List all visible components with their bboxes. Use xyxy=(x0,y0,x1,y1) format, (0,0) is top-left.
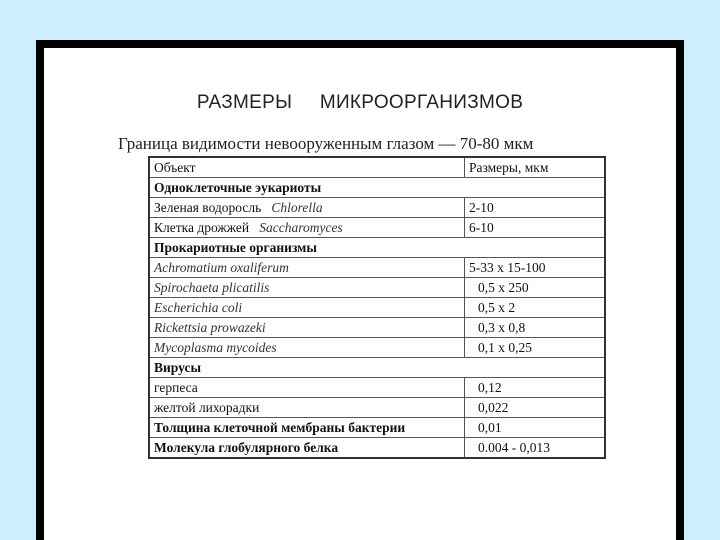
table-row xyxy=(149,318,605,338)
size-cell: 0,022 xyxy=(465,398,606,418)
table-row xyxy=(149,298,605,318)
size-cell: 0.004 - 0,013 xyxy=(465,438,606,459)
latin-name: Rickettsia prowazeki xyxy=(154,319,266,335)
visibility-limit-text: Граница видимости невооруженным глазом — 70-80 мкм xyxy=(118,134,534,153)
table-row xyxy=(149,418,605,438)
table-row xyxy=(149,198,605,218)
table-row xyxy=(149,258,605,278)
table-row xyxy=(149,378,605,398)
table-row xyxy=(149,218,605,238)
header-object: Объект xyxy=(149,157,465,178)
size-cell: 0,5 x 250 xyxy=(465,278,606,298)
slide-frame xyxy=(36,40,684,540)
object-cell: желтой лихорадки xyxy=(149,398,465,418)
section-viruses xyxy=(149,358,605,378)
object-cell xyxy=(149,258,465,278)
table-row xyxy=(149,278,605,298)
size-cell: 2-10 xyxy=(465,198,606,218)
slide-content xyxy=(44,48,676,540)
latin-name: Achromatium oxaliferum xyxy=(154,259,289,275)
table-row xyxy=(149,338,605,358)
object-cell xyxy=(149,338,465,358)
slide-title: РАЗМЕРЫ МИКРООРГАНИЗМОВ xyxy=(196,92,524,113)
latin-name: Saccharomyces xyxy=(259,219,343,235)
latin-name: Escherichia coli xyxy=(154,299,243,315)
latin-name: Mycoplasma mycoides xyxy=(154,339,277,355)
section-label: Вирусы xyxy=(149,358,605,378)
object-cell xyxy=(149,318,465,338)
section-prokaryotes xyxy=(149,238,605,258)
object-cell xyxy=(149,218,465,238)
object-cell xyxy=(149,198,465,218)
latin-name: Chlorella xyxy=(271,199,323,215)
section-eukaryotes xyxy=(149,178,605,198)
size-cell: 0,1 x 0,25 xyxy=(465,338,606,358)
size-cell: 0,3 x 0,8 xyxy=(465,318,606,338)
object-cell: Молекула глобулярного белка xyxy=(149,438,465,459)
table-header-row xyxy=(149,157,605,178)
object-cell xyxy=(149,278,465,298)
table-row xyxy=(149,438,605,459)
object-name: Клетка дрожжей xyxy=(154,219,250,235)
latin-name: Spirochaeta plicatilis xyxy=(154,279,270,295)
size-cell: 5-33 x 15-100 xyxy=(465,258,606,278)
table-row xyxy=(149,398,605,418)
sizes-table xyxy=(148,156,606,459)
section-label: Одноклеточные эукариоты xyxy=(149,178,605,198)
size-cell: 0,5 x 2 xyxy=(465,298,606,318)
section-label: Прокариотные организмы xyxy=(149,238,605,258)
size-cell: 0,01 xyxy=(465,418,606,438)
object-cell: герпеса xyxy=(149,378,465,398)
size-cell: 6-10 xyxy=(465,218,606,238)
header-size: Размеры, мкм xyxy=(465,157,606,178)
object-name: Зеленая водоросль xyxy=(154,199,262,215)
size-cell: 0,12 xyxy=(465,378,606,398)
object-cell xyxy=(149,298,465,318)
object-cell: Толщина клеточной мембраны бактерии xyxy=(149,418,465,438)
